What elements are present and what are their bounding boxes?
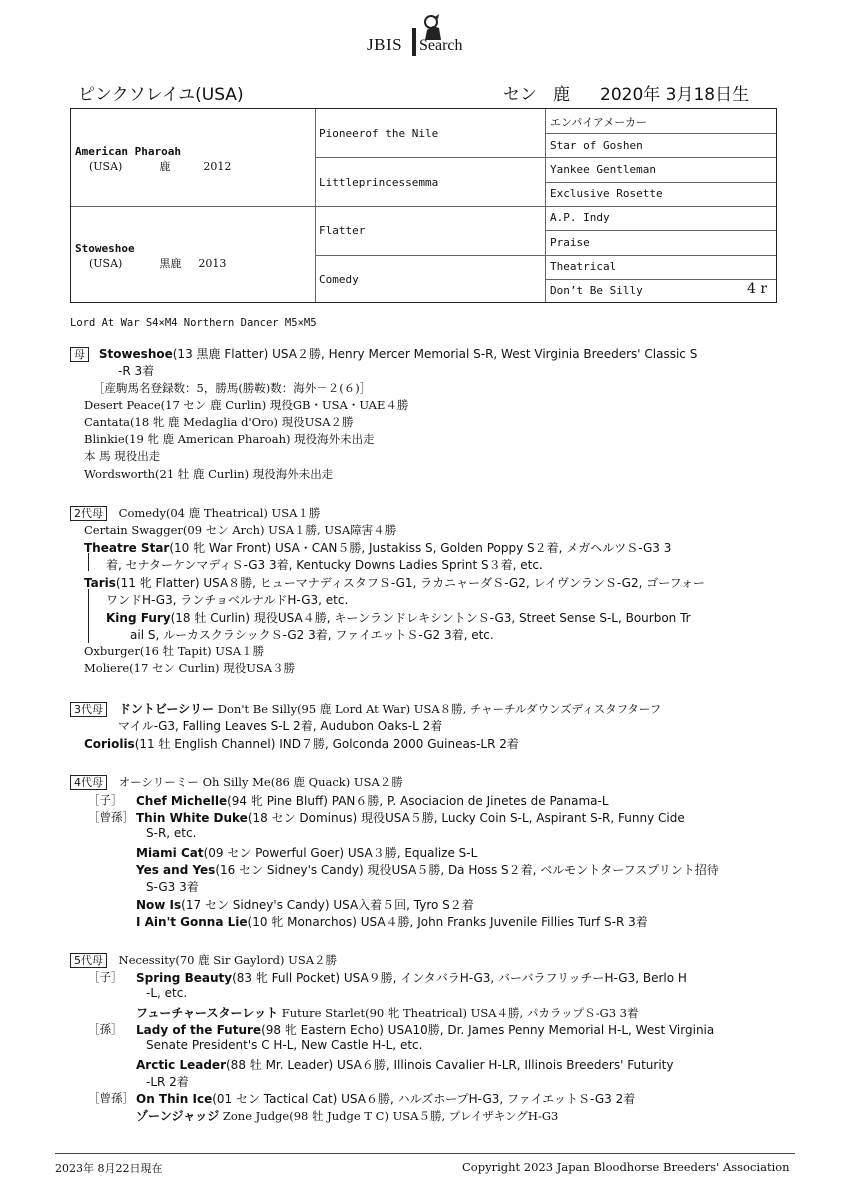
dam-line — [70, 345, 697, 362]
pedigree-g3-2: Star of Goshen — [550, 139, 643, 152]
list-item: Yes and Yes(16 セン Sidney's Candy) 現役USA５勝, Da Hoss S２着, ベルモントターフスプリント招待 — [136, 863, 719, 877]
list-item: Theatre Star(10 牝 War Front) USA・CAN５勝, Justakiss S, Golden Poppy S２着, メガヘルツＳ-G3 3 — [84, 541, 672, 555]
list-item-cont: Senate President's C H-L, New Castle H-L, etc. — [146, 1038, 423, 1052]
pedigree-g3-4: Exclusive Rosette — [550, 187, 663, 200]
lineage-bar — [88, 589, 89, 643]
dam-name: Stoweshoe — [75, 242, 135, 255]
footer-date: 2023年 8月22日現在 — [55, 1162, 163, 1175]
sire-year: 2012 — [203, 160, 232, 173]
list-item: Lady of the Future(98 牝 Eastern Echo) USA10勝, Dr. James Penny Memorial H-L, West Virginia — [136, 1023, 715, 1037]
list-item: Moliere(17 セン Curlin) 現役USA３勝 — [84, 661, 296, 675]
dam-section-record: (13 黒鹿 Flatter) USA２勝, Henry Mercer Memorial S-R, West Virginia Breeders' Classic S — [172, 347, 698, 361]
dam-section-name: Stoweshoe — [98, 347, 173, 361]
list-item: King Fury(18 牡 Curlin) 現役USA４勝, キーンランドレキシントンＳ-G3, Street Sense S-L, Bourbon Tr — [106, 611, 691, 625]
pedigree-g2-2: Littleprincessemma — [319, 176, 439, 189]
jbis-search-logo — [367, 14, 497, 56]
pedigree-g3-8: Don’t Be Silly — [550, 284, 643, 297]
list-item: On Thin Ice(01 セン Tactical Cat) USA６勝, ハルズホープH-G3, ファイエットＳ-G3 2着 — [136, 1092, 636, 1106]
list-item: フューチャースターレット Future Starlet(90 牝 Theatrical) USA４勝, パカラップＳ-G3 3着 — [136, 1006, 639, 1020]
relation-tag: ［孫］ — [88, 1022, 123, 1036]
pedigree-g3-1: エンパイアメーカー — [550, 116, 648, 129]
relation-tag: ［曾孫］ — [88, 1091, 134, 1105]
fifth-dam-head: 5代母 Necessity(70 鹿 Sir Gaylord) USA２勝 — [70, 952, 337, 968]
lineage-bar — [88, 553, 89, 571]
pedigree-table — [70, 108, 777, 303]
list-item: Oxburger(16 牡 Tapit) USA１勝 — [84, 644, 265, 658]
third-dam-badge: 3代母 — [70, 702, 107, 717]
list-item: Now Is(17 セン Sidney's Candy) USA入着５回, Tyro S２着 — [136, 898, 474, 912]
dam-country: (USA) — [89, 257, 123, 270]
horse-sex: セン — [503, 85, 537, 105]
pedigree-sire — [75, 145, 311, 174]
horse-color: 鹿 — [553, 85, 570, 105]
footer-copyright: Copyright 2023 Japan Bloodhorse Breeders' Association — [462, 1160, 790, 1174]
list-item: Chef Michelle(94 牝 Pine Bluff) PAN６勝, P. Asociacion de Jinetes de Panama-L — [136, 794, 609, 808]
produce-row: Desert Peace(17 セン 鹿 Curlin) 現役GB・USA・UAE４勝 — [84, 398, 409, 412]
relation-tag: ［曾孫］ — [88, 810, 134, 824]
produce-row: 本 馬 現役出走 — [84, 449, 161, 463]
list-item-cont: -L, etc. — [146, 986, 188, 1000]
pedigree-g2-3: Flatter — [319, 224, 366, 237]
pedigree-g3-6: Praise — [550, 236, 590, 249]
list-item: Spring Beauty(83 牝 Full Pocket) USA９勝, インタバラH-G3, バーバラフリッチーH-G3, Berlo H — [136, 971, 687, 985]
dam-color: 黒鹿 — [159, 257, 182, 270]
dam-produce-summary: ［産駒馬名登録数：5，勝馬(勝鞍)数：海外－２(６)］ — [93, 381, 372, 395]
inbreeding-note: Lord At War S4×M4 Northern Dancer M5×M5 — [70, 317, 317, 329]
third-dam-cont: マイル-G3, Falling Leaves S-L 2着, Audubon Oaks-L 2着 — [118, 719, 443, 733]
list-item: Certain Swagger(09 セン Arch) USA１勝, USA障害４勝 — [84, 523, 397, 537]
pedigree-g2-4: Comedy — [319, 273, 359, 286]
list-item-cont: ワンドH-G3, ランチョベルナルドH-G3, etc. — [106, 593, 349, 607]
logo-jbis-text: JBIS — [367, 35, 403, 54]
sire-color: 鹿 — [159, 160, 171, 173]
fourth-dam-badge: 4代母 — [70, 775, 107, 790]
horse-header — [78, 80, 758, 104]
dam-year: 2013 — [198, 257, 227, 270]
list-item: Thin White Duke(18 セン Dominus) 現役USA５勝, Lucky Coin S-L, Aspirant S-R, Funny Cide — [136, 811, 685, 825]
list-item-cont: S-G3 3着 — [146, 880, 199, 894]
horse-name: ピンクソレイユ(USA) — [78, 85, 244, 105]
second-dam-record: Comedy(04 鹿 Theatrical) USA１勝 — [118, 506, 321, 520]
second-dam-badge: 2代母 — [70, 506, 107, 521]
list-item: Coriolis(11 牡 English Channel) IND７勝, Golconda 2000 Guineas-LR 2着 — [84, 737, 519, 751]
pedigree-g2-1: Pioneerof the Nile — [319, 127, 439, 140]
list-item: ゾーンジャッジ Zone Judge(98 牡 Judge T C) USA５勝, プレイザキングH-G3 — [136, 1109, 559, 1123]
logo-search-text: Search — [419, 37, 463, 54]
family-number: 4 r — [747, 281, 768, 297]
list-item-cont: 着, セナターケンマディＳ-G3 3着, Kentucky Downs Ladies Sprint S３着, etc. — [106, 558, 543, 572]
pedigree-g3-3: Yankee Gentleman — [550, 163, 656, 176]
fifth-dam-badge: 5代母 — [70, 953, 107, 968]
relation-tag: ［子］ — [88, 970, 123, 984]
dam-badge: 母 — [70, 347, 89, 362]
list-item-cont: -LR 2着 — [146, 1075, 189, 1089]
horse-birthdate: 2020年 3月18日生 — [600, 85, 750, 105]
produce-row: Cantata(18 牝 鹿 Medaglia d'Oro) 現役USA２勝 — [84, 415, 354, 429]
pedigree-dam — [75, 242, 311, 271]
fourth-dam-head: 4代母 オーシリーミー Oh Silly Me(86 鹿 Quack) USA２勝 — [70, 774, 403, 790]
sire-country: (USA) — [89, 160, 123, 173]
footer-rule — [55, 1153, 795, 1154]
second-dam-head — [70, 505, 320, 521]
list-item: I Ain't Gonna Lie(10 牝 Monarchos) USA４勝, John Franks Juvenile Fillies Turf S-R 3着 — [136, 915, 648, 929]
sire-name: American Pharoah — [75, 145, 181, 158]
list-item: Miami Cat(09 セン Powerful Goer) USA３勝, Equalize S-L — [136, 846, 478, 860]
dam-line-cont: -R 3着 — [118, 364, 155, 378]
relation-tag: ［子］ — [88, 793, 123, 807]
pedigree-g3-7: Theatrical — [550, 260, 617, 273]
third-dam-head: 3代母 ドントビーシリー Don't Be Silly(95 鹿 Lord At War) USA８勝, チャーチルダウンズディスタフターフ — [70, 700, 661, 717]
produce-row: Wordsworth(21 牡 鹿 Curlin) 現役海外未出走 — [84, 467, 334, 481]
list-item-cont: ail S, ルーカスクラシックＳ-G2 3着, ファイエットＳ-G2 3着, etc. — [130, 628, 494, 642]
list-item-cont: S-R, etc. — [146, 826, 197, 840]
produce-row: Blinkie(19 牝 鹿 American Pharoah) 現役海外未出走 — [84, 432, 375, 446]
logo-bar — [412, 28, 416, 56]
list-item: Taris(11 牝 Flatter) USA８勝, ヒューマナディスタフＳ-G1, ラカニャーダＳ-G2, レイヴンランＳ-G2, ゴーフォー — [84, 576, 706, 590]
pedigree-g3-5: A.P. Indy — [550, 211, 610, 224]
list-item: Arctic Leader(88 牡 Mr. Leader) USA６勝, Illinois Cavalier H-LR, Illinois Breeders' Futurity — [136, 1058, 674, 1072]
